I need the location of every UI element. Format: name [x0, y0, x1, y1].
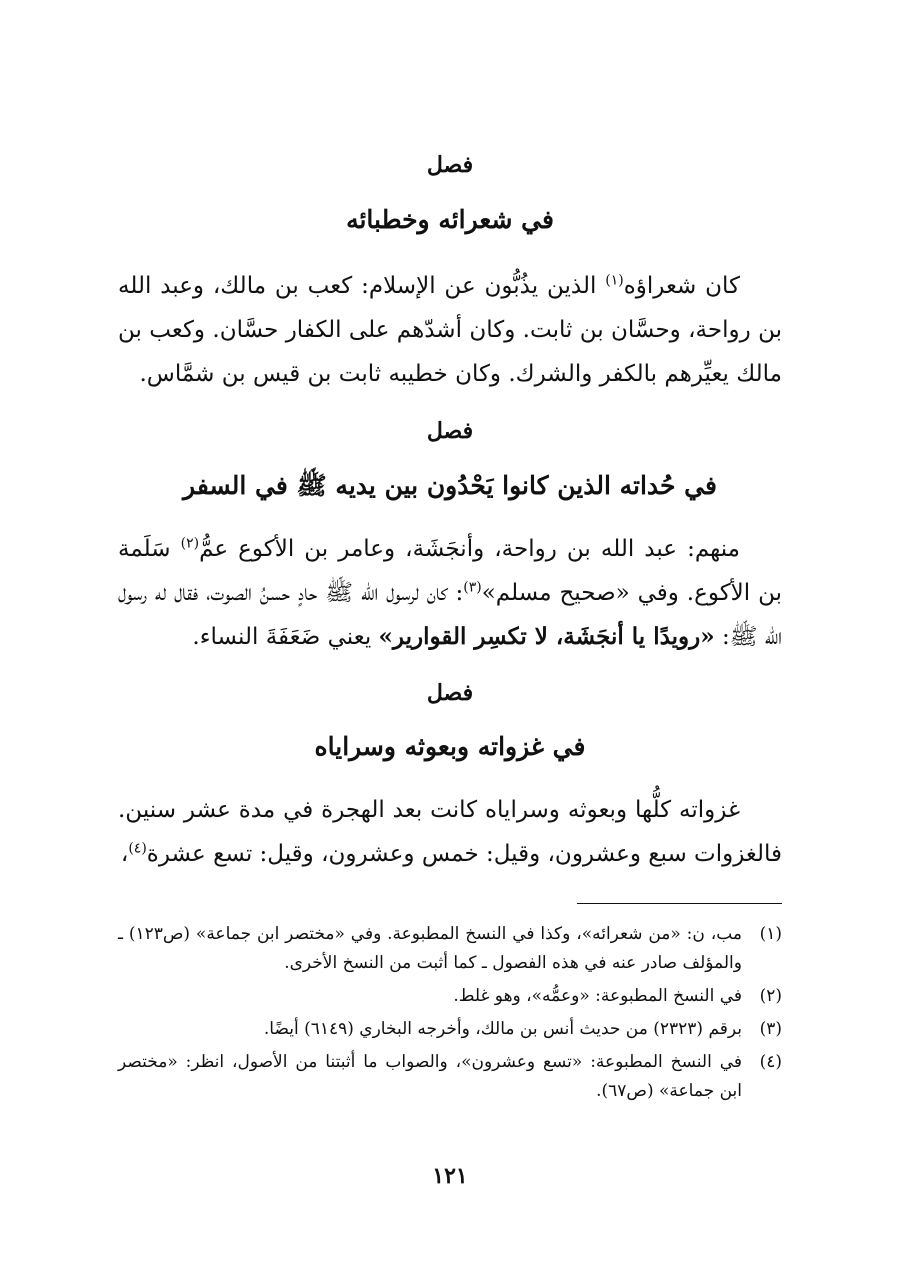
page-number: ١٢١: [432, 1163, 468, 1189]
hadith-quote: «رويدًا يا أنجَشَة، لا تكسِر القوارير»: [378, 623, 715, 650]
footnote-ref[interactable]: (١): [605, 272, 624, 289]
footnote-ref[interactable]: (٣): [463, 579, 482, 596]
book-page: [118, 0, 782, 1271]
paragraph-text: يعني ضَعَفَةَ النساء.: [192, 624, 379, 650]
section-paragraph: [118, 788, 782, 876]
footnote-item: [118, 1015, 782, 1044]
footnote-item: [118, 1048, 782, 1106]
footnotes-list: [118, 920, 782, 1110]
section-subtitle: في حُداته الذين كانوا يَحْدُون بين يديه ﷺ في السفر: [183, 471, 717, 500]
paragraph-text: منهم: عبد الله بن رواحة، وأنجَشَة، وعامر بن الأكوع عمُّ: [199, 536, 741, 562]
footnote-text: مب، ن: «من شعرائه»، وكذا في النسخ المطبوعة. وفي «مختصر ابن جماعة» (ص١٢٣) ـ والمؤلف صادر عنه في هذه الفصول ـ كما أثبت من النسخ الأخرى.: [118, 924, 742, 973]
paragraph-text: ،: [120, 841, 129, 867]
footnote-number: (٤): [759, 1052, 782, 1072]
section-subtitle: في شعرائه وخطبائه: [346, 205, 554, 234]
section-subtitle: في غزواته وبعوثه وسراياه: [314, 732, 586, 761]
paragraph-text: : كان لرسول الله ﷺ حادٍ حسنُ الصوت، فقال له رسول الله ﷺ:: [118, 580, 782, 650]
section-heading-fasl: فصل: [426, 418, 474, 444]
section-heading-fasl: فصل: [426, 680, 474, 706]
footnote-item: [118, 920, 782, 978]
footnote-ref[interactable]: (٢): [180, 535, 200, 552]
footnote-separator: [577, 903, 782, 904]
footnote-text: برقم (٢٣٢٣) من حديث أنس بن مالك، وأخرجه البخاري (٦١٤٩) أيضًا.: [263, 1019, 742, 1039]
paragraph-text: سَلَمة بن الأكوع. وفي «صحيح مسلم»: [118, 536, 782, 606]
section-paragraph: [118, 264, 782, 396]
footnote-number: (٣): [759, 1019, 782, 1039]
footnote-text: في النسخ المطبوعة: «وعمُّه»، وهو غلط.: [453, 986, 742, 1006]
section-heading-fasl: فصل: [426, 152, 474, 178]
footnote-number: (١): [759, 924, 782, 944]
footnote-text: في النسخ المطبوعة: «تسع وعشرون»، والصواب ما أثبتنا من الأصول، انظر: «مختصر ابن جماعة» (ص٦٧).: [118, 1052, 742, 1101]
section-paragraph: [118, 527, 782, 659]
paragraph-text: الذين يذُبُّون عن الإسلام: كعب بن مالك، وعبد الله بن رواحة، وحسَّان بن ثابت. وكان أشدّهم على الكفار حسَّان. وكعب بن مالك يعيِّرهم بالكفر والشرك. وكان خطيبه ثابت بن قيس بن شمَّاس.: [118, 273, 782, 387]
footnote-item: [118, 982, 782, 1011]
footnote-ref[interactable]: (٤): [128, 840, 147, 857]
paragraph-text: كان شعراؤه: [623, 273, 741, 299]
paragraph-text: غزواته كلُّها وبعوثه وسراياه كانت بعد الهجرة في مدة عشر سنين. فالغزوات سبع وعشرون، وقيل: خمس وعشرون، وقيل: تسع عشرة: [118, 797, 782, 867]
footnote-number: (٢): [759, 986, 782, 1006]
